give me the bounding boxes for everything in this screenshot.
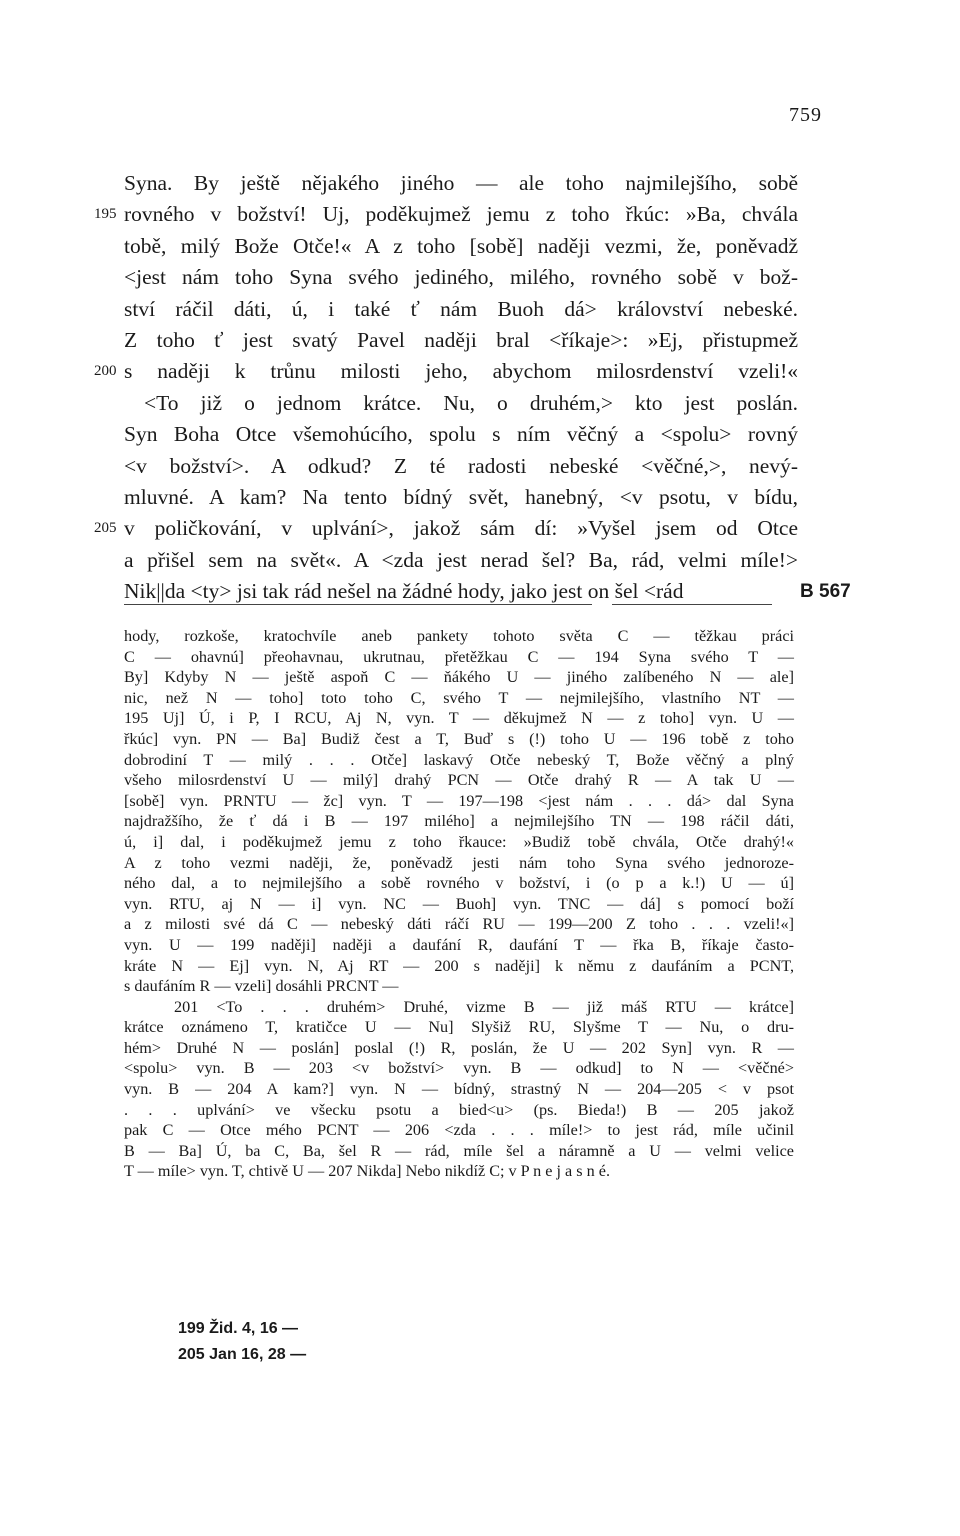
line-text: <v božství>. A odkud? Z té radosti nebeské <věčné,>, nevý- [124, 453, 798, 478]
line-text: ství ráčil dáti, ú, i také ť nám Buoh dá> království nebeské. [124, 296, 798, 321]
apparatus-line: a z milosti své dá C — nebeský dáti ráčí RU — 199—200 Z toho . . . vzeli!«] [124, 915, 794, 934]
text-line [94, 356, 798, 387]
apparatus-line: pak C — Otce mého PCNT — 206 <zda . . . míle!> to jest rád, míle učinil [124, 1121, 794, 1140]
apparatus-line: hody, rozkoše, kratochvíle aneb pankety tohoto světa C — těžkau práci [124, 627, 794, 645]
apparatus-line: ú, i] dal, i poděkujmež jemu z toho řkauce: »Budiž tobě chvála, Otče drahý!« [124, 832, 794, 851]
scripture-reference: 199 Žid. 4, 16 — [178, 1320, 299, 1337]
line-number: 200 [94, 363, 117, 380]
text-line [124, 576, 851, 607]
margin-reference: B 567 [800, 581, 851, 603]
line-text: a přišel sem na svět«. A <zda jest nerad šel? Ba, rád, velmi míle!> [124, 547, 798, 572]
line-text: Syn Boha Otce všemohúcího, spolu s ním věčný a <spolu> rovný [124, 422, 798, 447]
line-text: s naději k trůnu milosti jeho, abychom milosrdenství vzeli!« [124, 359, 798, 384]
footnote-rule-right [612, 604, 772, 605]
apparatus-line: vyn. U — 199 naději] naději a daufání R, daufání T — řka B, říkaje často- [124, 935, 794, 954]
apparatus-line: [sobě] vyn. PRNTU — žc] vyn. T — 197—198 <jest nám . . . dá> dal Syna [124, 791, 794, 810]
apparatus-line: B — Ba] Ú, ba C, Ba, šel R — rád, míle šel a náramně a U — velmi velice [124, 1141, 794, 1160]
references [178, 1316, 306, 1368]
apparatus-line: By] Kdyby N — ještě aspoň C — ňákého U — jiného zalíbeného N — ale] [124, 668, 794, 687]
apparatus-line: krátce oznámeno T, kratičce U — Nu] Slyšiž RU, Slyšme T — Nu, o dru- [124, 1018, 794, 1037]
apparatus-line: 195 Uj] Ú, i P, I RCU, Aj N, vyn. T — děkujmež N — z toho] vyn. U — [124, 709, 794, 728]
line-text: rovného v božství! Uj, poděkujmež jemu z toho řkúc: »Ba, chvála [124, 202, 798, 227]
main-text [94, 168, 851, 607]
text-line [124, 419, 798, 450]
text-line [124, 294, 798, 325]
text-line [94, 199, 798, 230]
apparatus-line: vyn. B — 204 A kam?] vyn. N — bídný, strastný N — 204—205 < v psot [124, 1080, 794, 1099]
scripture-reference: 205 Jan 16, 28 — [178, 1346, 307, 1363]
text-line [124, 231, 798, 262]
text-line [124, 388, 798, 419]
line-text: Nik||da <ty> jsi tak rád nešel na žádné hody, jako jest on šel <rád [124, 579, 684, 604]
line-text: <jest nám toho Syna svého jediného, milého, rovného sobě v bož- [124, 265, 798, 290]
line-text: v poličkování, v uplvání>, jakož sám dí: »Vyšel jsem od Otce [124, 516, 798, 541]
footnote-rule-left [124, 604, 592, 605]
line-text: tobě, milý Bože Otče!« A z toho [sobě] naději vezmi, že, poněvadž [124, 233, 798, 258]
text-line [124, 451, 798, 482]
apparatus-line: hém> Druhé N — poslán] poslal (!) R, poslán, že U — 202 Syn] vyn. R — [124, 1038, 794, 1057]
text-line [124, 168, 798, 199]
text-line [124, 325, 798, 356]
line-text: <To již o jednom krátce. Nu, o druhém,> kto jest poslán. [144, 390, 798, 415]
apparatus-line: najdražšího, že ť dá i B — 197 milého] a nejmilejšího TN — 198 ráčil dáti, [124, 812, 794, 831]
apparatus-line: C — ohavnú] přeohavnau, ukrutnau, přetěžkau C — 194 Syna svého T — [124, 647, 794, 666]
apparatus-line: <spolu> vyn. B — 203 <v božství> vyn. B — odkud] to N — <věčné> [124, 1059, 794, 1078]
apparatus-line: všeho milosrdenství U — milý] drahý PCN — Otče drahý R — A tak U — [124, 771, 794, 790]
apparatus-line: ného dal, a to nejmilejšího a sobě rovného v božství, i (o p a k.!) U — ú] [124, 874, 794, 893]
page-number: 759 [789, 104, 822, 126]
apparatus-line: nic, než N — toho] toto toho C, svého T — nejmilejšího, vlastního NT — [124, 688, 794, 707]
line-number: 195 [94, 206, 117, 223]
text-line [94, 513, 798, 544]
apparatus-line: dobrodiní T — milý . . . Otče] laskavý Otče nebeský T, Bože věčný a plný [124, 750, 794, 769]
line-text: mluvné. A kam? Na tento bídný svět, hanebný, <v psotu, v bídu, [124, 484, 798, 509]
apparatus-line: 201 <To . . . druhém> Druhé, vizme B — již máš RTU — krátce] [174, 997, 794, 1016]
apparatus-line: A z toho vezmi naději, že, poněvadž jesti nám toho Syna svého jednoroze- [124, 853, 794, 872]
apparatus-line: T — míle> vyn. T, chtivě U — 207 Nikda] Nebo nikdíž C; v P n e j a s n é. [124, 1162, 610, 1181]
line-text: Z toho ť jest svatý Pavel naději bral <říkaje>: »Ej, přistupmež [124, 327, 798, 352]
apparatus-line: s daufáním R — vzeli] dosáhli PRCNT — [124, 977, 399, 996]
text-line [124, 262, 798, 293]
apparatus-line: kráte N — Ej] vyn. N, Aj RT — 200 s naději] k němu z daufáním a PCNT, [124, 956, 794, 975]
critical-apparatus [124, 626, 794, 1182]
text-line [124, 482, 798, 513]
line-text: Syna. By ještě nějakého jiného — ale toho najmilejšího, sobě [124, 171, 798, 195]
apparatus-line: vyn. RTU, aj N — i] vyn. NC — Buoh] vyn. TNC — dá] s pomocí boží [124, 894, 794, 913]
apparatus-line: . . . uplvání> ve všecku psotu a bied<u> (ps. Bieda!) B — 205 jakož [124, 1100, 794, 1119]
apparatus-line: řkúc] vyn. PN — Ba] Budiž čest a T, Buď s (!) toho U — 196 tobě z toho [124, 729, 794, 748]
text-line [124, 545, 798, 576]
line-number: 205 [94, 520, 117, 537]
